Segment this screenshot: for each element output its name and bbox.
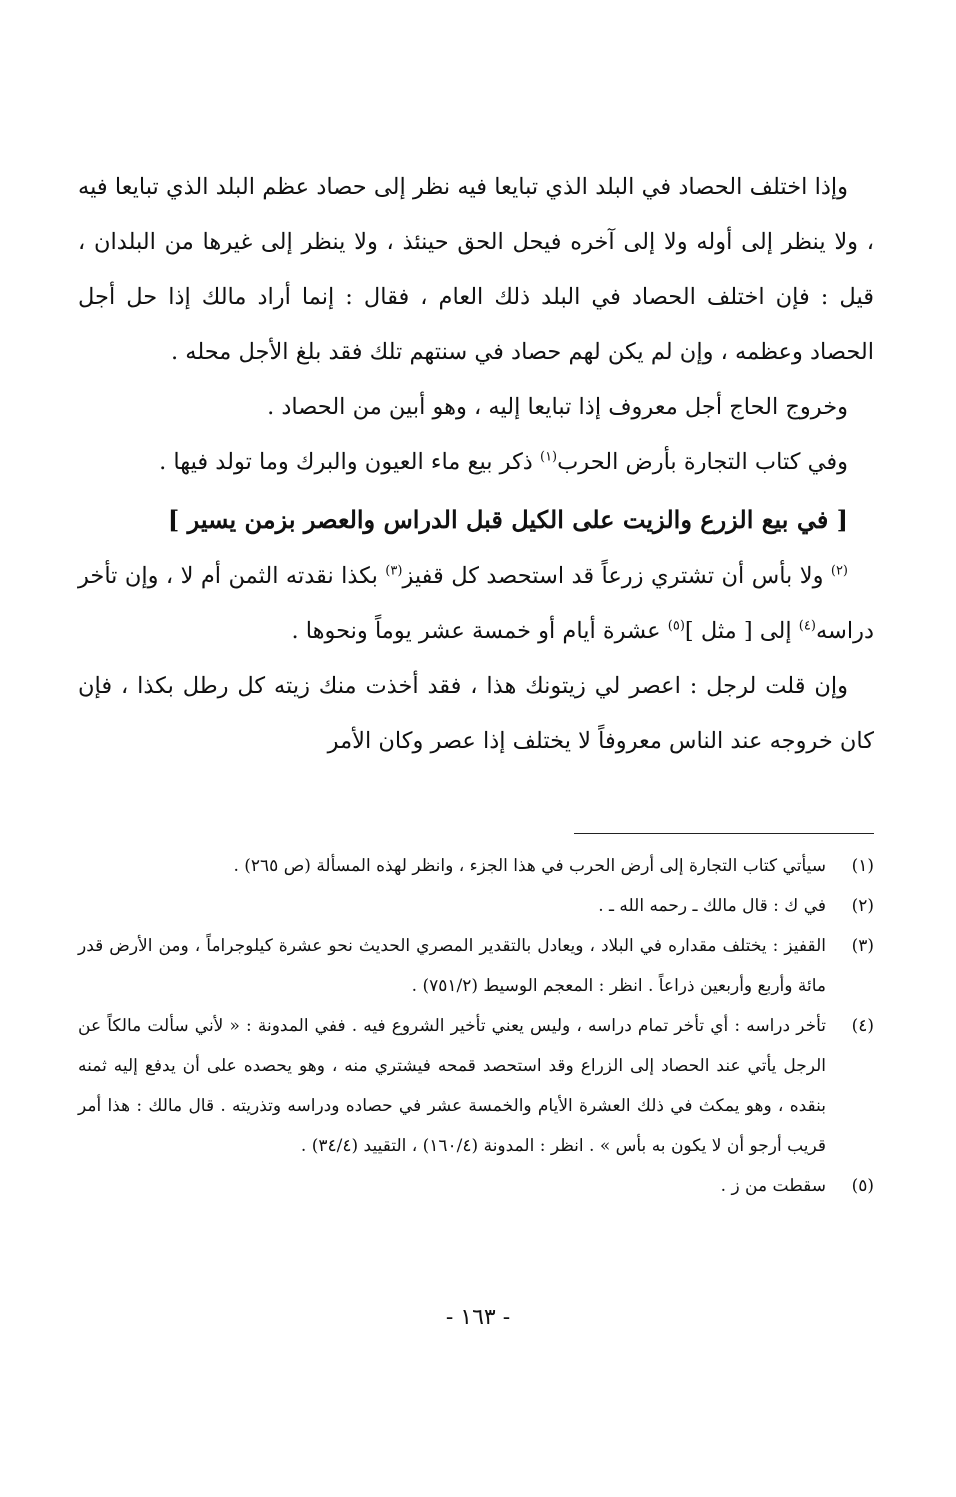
- section-heading: [ في بيع الزرع والزيت على الكيل قبل الدراس والعصر بزمن يسير ]: [167, 505, 848, 534]
- footnotes: [78, 846, 874, 1206]
- footnote-number: (٤): [851, 1016, 874, 1036]
- paragraph-4-text-d: عشرة أيام أو خمسة عشر يوماً ونحوها .: [291, 618, 668, 644]
- footnote-ref-4[interactable]: (٤): [798, 618, 816, 634]
- footnote-separator: [574, 833, 874, 834]
- paragraph-4-text-a: ولا بأس أن تشتري زرعاً قد استحصد كل قفيز: [402, 563, 831, 589]
- footnote-number: (١): [851, 856, 874, 876]
- footnote-1: [78, 846, 874, 886]
- footnote-text: في ك : قال مالك ـ رحمه الله ـ .: [598, 896, 826, 916]
- paragraph-4-text-c: إلى [ مثل ]: [684, 618, 799, 644]
- footnote-ref-3[interactable]: (٣): [385, 563, 403, 579]
- footnote-ref-5[interactable]: (٥): [667, 618, 685, 634]
- footnote-number: (٢): [851, 896, 874, 916]
- paragraph-3-text-a: وفي كتاب التجارة بأرض الحرب: [557, 449, 848, 475]
- footnote-text: تأخر دراسه : أي تأخر تمام دراسه ، وليس يعني تأخير الشروع فيه . ففي المدونة : « لأني سألت مالكاً عن الرجل يأتي عند الحصاد إلى الزراع وقد استحصد قمحه فيشتري منه ، وهو يحصده على أن يدفع إليه ثمنه بنقده ، وهو يمكث في ذلك العشرة الأيام والخمسة عشر في حصاده ودراسه وتذريته . قال مالك : هذا أمر قريب أرجو أن لا يكون به بأس » . انظر : المدونة (١٦٠/٤) ، التقييد (٣٤/٤) .: [78, 1016, 826, 1156]
- paragraph-4: [78, 549, 874, 659]
- page-number: - ١٦٣ -: [445, 1305, 511, 1330]
- paragraph-3: [78, 435, 874, 490]
- paragraph-4-text-b: بكذا نقدته الثمن أم لا ، وإن تأخر دراسه: [78, 563, 874, 644]
- footnote-text: القفيز : يختلف مقداره في البلاد ، ويعادل بالتقدير المصري الحديث نحو عشرة كيلوجراماً ، ومن الأرض قدر مائة وأربع وأربعين ذراعاً . انظر : المعجم الوسيط (٧٥١/٢) .: [78, 936, 826, 996]
- main-text: [78, 160, 874, 769]
- footnote-3: [78, 926, 874, 1006]
- footnote-5: [78, 1166, 874, 1206]
- footnote-text: سيأتي كتاب التجارة إلى أرض الحرب في هذا الجزء ، وانظر لهذه المسألة (ص ٢٦٥) .: [233, 856, 826, 876]
- footnote-4: [78, 1006, 874, 1166]
- footnote-2: [78, 886, 874, 926]
- paragraph-5: وإن قلت لرجل : اعصر لي زيتونك هذا ، فقد أخذت منك زيته كل رطل بكذا ، فإن كان خروجه عند الناس معروفاً لا يختلف إذا عصر وكان الأمر: [78, 673, 874, 754]
- paragraph-3-text-b: ذكر بيع ماء العيون والبرك وما تولد فيها .: [159, 449, 540, 475]
- footnote-number: (٣): [851, 936, 874, 956]
- footnote-ref-1[interactable]: (١): [539, 449, 558, 465]
- footnote-text: سقطت من ز .: [720, 1176, 826, 1196]
- paragraph-2: وخروج الحاج أجل معروف إذا تبايعا إليه ، وهو أبين من الحصاد .: [267, 394, 848, 420]
- footnote-ref-2[interactable]: (٢): [830, 563, 848, 579]
- paragraph-1: وإذا اختلف الحصاد في البلد الذي تبايعا فيه نظر إلى حصاد عظم البلد الذي تبايعا فيه ، ولا ينظر إلى أوله ولا إلى آخره فيحل الحق حينئذ ، ولا ينظر إلى غيرها من البلدان ، قيل : فإن اختلف الحصاد في البلد ذلك العام ، فقال : إنما أراد مالك إذا حل أجل الحصاد وعظمه ، وإن لم يكن لهم حصاد في سنتهم تلك فقد بلغ الأجل محله .: [78, 174, 874, 365]
- footnote-number: (٥): [851, 1176, 874, 1196]
